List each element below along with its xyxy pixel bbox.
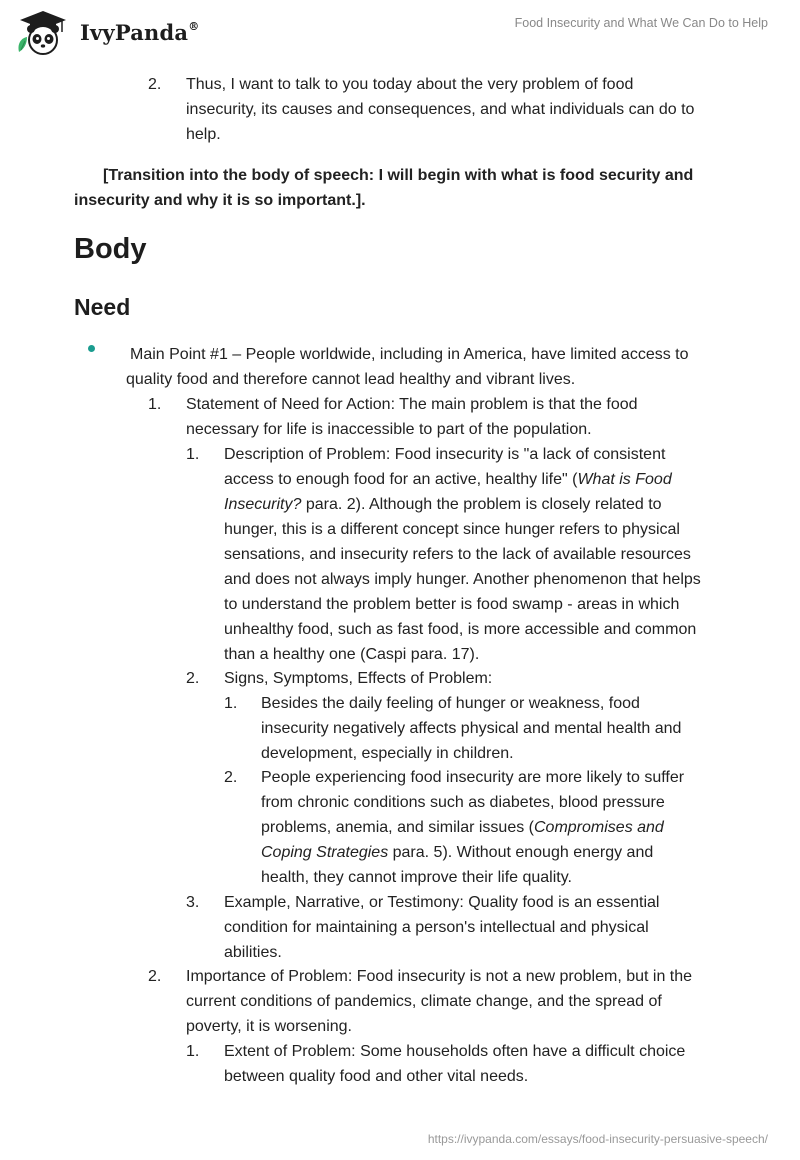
ivypanda-logo-icon[interactable] — [12, 8, 74, 56]
intro-item-line: insecurity, its causes and consequences, and what individuals can do to — [186, 101, 695, 118]
example-line: Example, Narrative, or Testimony: Quality food is an essential — [224, 894, 660, 911]
description-line: hunger, this is a different concept since hunger refers to physical — [224, 521, 680, 538]
example-line: condition for maintaining a person's intellectual and physical — [224, 919, 649, 936]
description-line: than a healthy one (Caspi para. 17). — [224, 646, 480, 663]
description-line: unhealthy food, such as fast food, is more accessible and common — [224, 621, 697, 638]
registered-mark: ® — [188, 20, 200, 33]
citation-title: Compromises and — [534, 819, 664, 836]
statement-line: necessary for life is inaccessible to part of the population. — [186, 421, 592, 438]
importance-number: 2. — [148, 968, 162, 985]
description-line: Description of Problem: Food insecurity is "a lack of consistent — [224, 446, 666, 463]
page-header — [0, 0, 800, 62]
signs-item-line: Besides the daily feeling of hunger or weakness, food — [261, 695, 640, 712]
source-url-link[interactable]: https://ivypanda.com/essays/food-insecurity-persuasive-speech/ — [427, 1132, 768, 1146]
importance-line: poverty, it is worsening. — [186, 1018, 352, 1035]
signs-item-line: health, they cannot improve their life quality. — [261, 869, 572, 886]
transition-text: insecurity and why it is so important.]. — [74, 192, 366, 209]
signs-number: 2. — [186, 670, 200, 687]
citation-title: What is Food — [577, 471, 672, 488]
bullet-icon — [88, 345, 95, 352]
extent-line: Extent of Problem: Some households often have a difficult choice — [224, 1043, 686, 1060]
description-text: access to enough food for an active, healthy life" ( — [224, 471, 578, 488]
description-line: sensations, and insecurity refers to the lack of available resources — [224, 546, 691, 563]
description-line — [224, 467, 672, 492]
importance-line: Importance of Problem: Food insecurity is not a new problem, but in the — [186, 968, 693, 985]
signs-item-line: development, especially in children. — [261, 745, 514, 762]
example-line: abilities. — [224, 944, 282, 961]
signs-item-line — [261, 815, 664, 840]
document-title: Food Insecurity and What We Can Do to Help — [514, 16, 768, 30]
signs-text: para. 5). Without enough energy and — [388, 844, 654, 861]
signs-text: problems, anemia, and similar issues ( — [261, 819, 534, 836]
importance-line: current conditions of pandemics, climate change, and the spread of — [186, 993, 662, 1010]
main-point-line: Main Point #1 – People worldwide, including in America, have limited access to — [130, 346, 689, 363]
description-text: para. 2). Although the problem is closely related to — [301, 496, 662, 513]
need-heading: Need — [74, 294, 131, 320]
statement-line: Statement of Need for Action: The main problem is that the food — [186, 396, 638, 413]
brand-name[interactable] — [80, 20, 199, 45]
intro-item-line: Thus, I want to talk to you today about the very problem of food — [186, 76, 634, 93]
citation-title: Insecurity? — [224, 496, 302, 513]
brand-text: IvyPanda — [80, 20, 189, 45]
description-line — [224, 492, 662, 517]
signs-item-line — [261, 840, 653, 865]
signs-item-number: 1. — [224, 695, 238, 712]
extent-line: between quality food and other vital needs. — [224, 1068, 529, 1085]
example-number: 3. — [186, 894, 200, 911]
statement-number: 1. — [148, 396, 162, 413]
transition-text: [Transition into the body of speech: I will begin with what is food security and — [103, 167, 694, 184]
extent-number: 1. — [186, 1043, 200, 1060]
signs-item-line: insecurity negatively affects physical and mental health and — [261, 720, 682, 737]
intro-item-line: help. — [186, 126, 221, 143]
signs-item-number: 2. — [224, 769, 238, 786]
intro-item-number: 2. — [148, 76, 162, 93]
description-line: and does not always imply hunger. Another phenomenon that helps — [224, 571, 701, 588]
signs-label: Signs, Symptoms, Effects of Problem: — [224, 670, 493, 687]
signs-item-line: from chronic conditions such as diabetes, blood pressure — [261, 794, 665, 811]
description-line: to understand the problem better is food swamp - areas in which — [224, 596, 680, 613]
description-number: 1. — [186, 446, 200, 463]
signs-item-line: People experiencing food insecurity are more likely to suffer — [261, 769, 685, 786]
citation-title: Coping Strategies — [261, 844, 389, 861]
body-heading: Body — [74, 233, 147, 265]
main-point-line: quality food and therefore cannot lead healthy and vibrant lives. — [126, 371, 576, 388]
